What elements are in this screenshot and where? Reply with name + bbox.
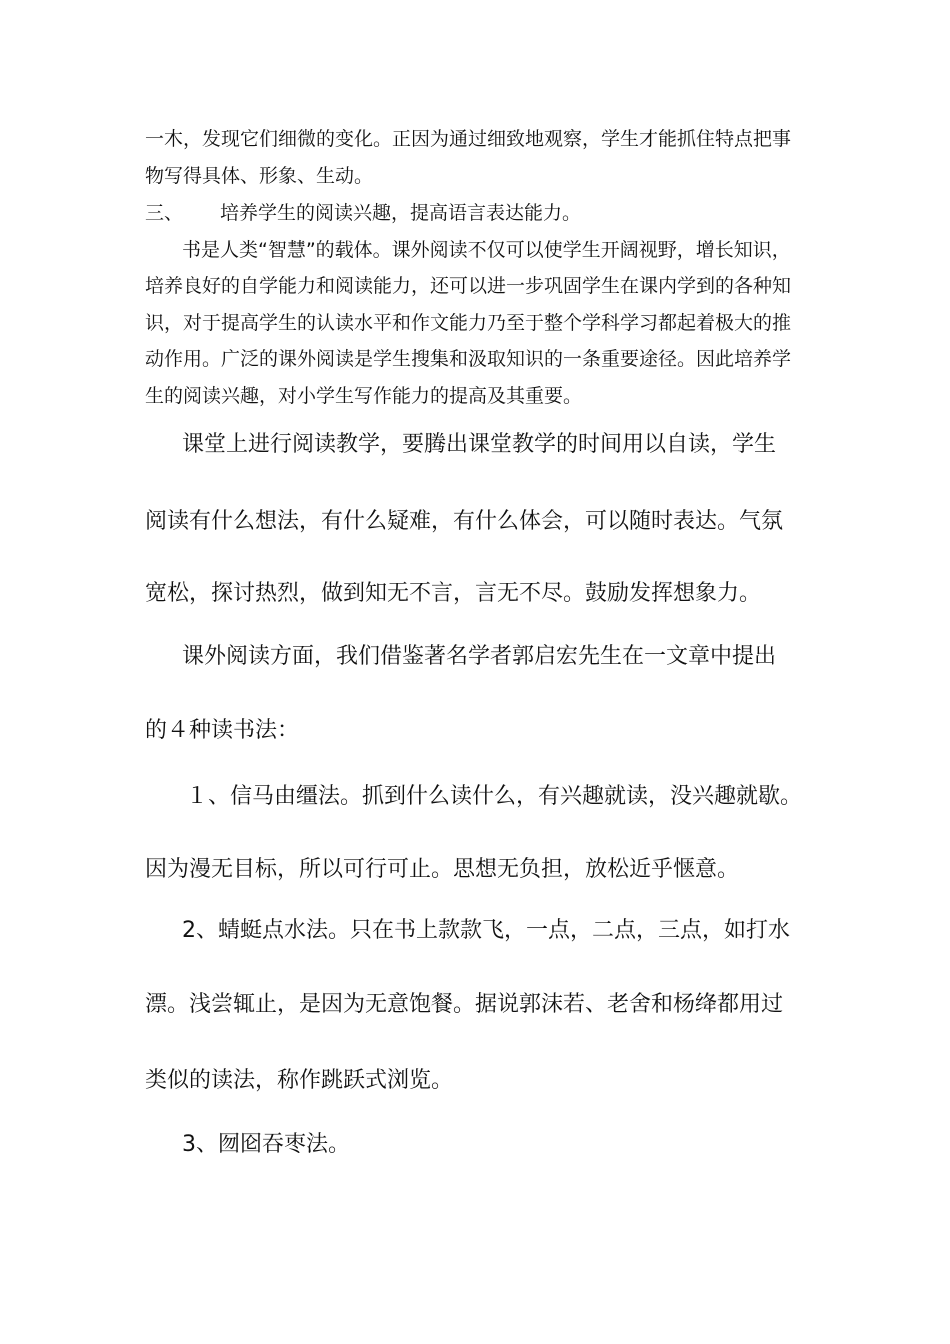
text-line: 一木，发现它们细微的变化。正因为通过细致地观察，学生才能抓住特点把事 bbox=[145, 128, 792, 150]
section-number: 三、 bbox=[145, 202, 184, 224]
list-item: 2、蜻蜓点水法。只在书上款款飞，一点，二点，三点，如打水 bbox=[182, 918, 790, 943]
list-item: 3、囫囵吞枣法。 bbox=[182, 1132, 350, 1157]
paragraph-line: 生的阅读兴趣，对小学生写作能力的提高及其重要。 bbox=[145, 385, 583, 407]
paragraph-line: 宽松，探讨热烈，做到知无不言，言无不尽。鼓励发挥想象力。 bbox=[145, 581, 762, 606]
list-item: １、信马由缰法。抓到什么读什么，有兴趣就读，没兴趣就歇。 bbox=[186, 784, 803, 809]
paragraph-line: 书是人类“智慧”的载体。课外阅读不仅可以使学生开阔视野，增长知识， bbox=[182, 239, 791, 261]
list-item-continuation: 类似的读法，称作跳跃式浏览。 bbox=[145, 1068, 454, 1093]
paragraph-line: 课堂上进行阅读教学，要腾出课堂教学的时间用以自读，学生 bbox=[182, 432, 777, 457]
paragraph-line: 培养良好的自学能力和阅读能力，还可以进一步巩固学生在课内学到的各种知 bbox=[145, 275, 792, 297]
list-item-continuation: 漂。浅尝辄止，是因为无意饱餐。据说郭沫若、老舍和杨绛都用过 bbox=[145, 992, 784, 1017]
paragraph-line: 识，对于提高学生的认读水平和作文能力乃至于整个学科学习都起着极大的推 bbox=[145, 312, 792, 334]
text-line: 物写得具体、形象、生动。 bbox=[145, 165, 374, 187]
paragraph-line: 阅读有什么想法，有什么疑难，有什么体会，可以随时表达。气氛 bbox=[145, 509, 784, 534]
paragraph-line: 的４种读书法： bbox=[145, 718, 300, 743]
list-item-continuation: 因为漫无目标，所以可行可止。思想无负担，放松近乎惬意。 bbox=[145, 857, 740, 882]
paragraph-line: 动作用。广泛的课外阅读是学生搜集和汲取知识的一条重要途径。因此培养学 bbox=[145, 348, 792, 370]
paragraph-line: 课外阅读方面，我们借鉴著名学者郭启宏先生在一文章中提出 bbox=[182, 644, 777, 669]
section-heading: 培养学生的阅读兴趣，提高语言表达能力。 bbox=[220, 202, 582, 224]
